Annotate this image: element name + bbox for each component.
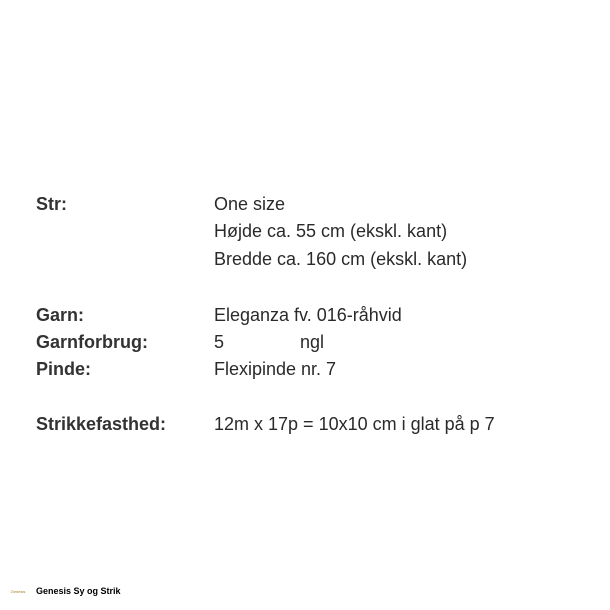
size-label: Str: [36, 194, 67, 214]
usage-unit: ngl [300, 332, 325, 352]
usage-quantity: 5 [214, 332, 225, 352]
usage-label: Garnforbrug: [36, 332, 148, 352]
gauge-value: 12m x 17p = 10x10 cm i glat på p 7 [214, 414, 495, 434]
needles-value: Flexipinde nr. 7 [214, 359, 337, 379]
yarn-value: Eleganza fv. 016-råhvid [214, 305, 402, 325]
size-value-1: One size [214, 194, 286, 214]
footer [4, 586, 121, 596]
genesis-logo: Genesis [10, 588, 26, 594]
footer-brand: Genesis Sy og Strik [36, 586, 121, 596]
yarn-label: Garn: [36, 305, 85, 325]
size-value-2: Højde ca. 55 cm (ekskl. kant) [214, 221, 448, 241]
needles-label: Pinde: [36, 359, 92, 379]
gauge-label: Strikkefasthed: [36, 414, 167, 434]
size-value-3: Bredde ca. 160 cm (ekskl. kant) [214, 249, 468, 269]
